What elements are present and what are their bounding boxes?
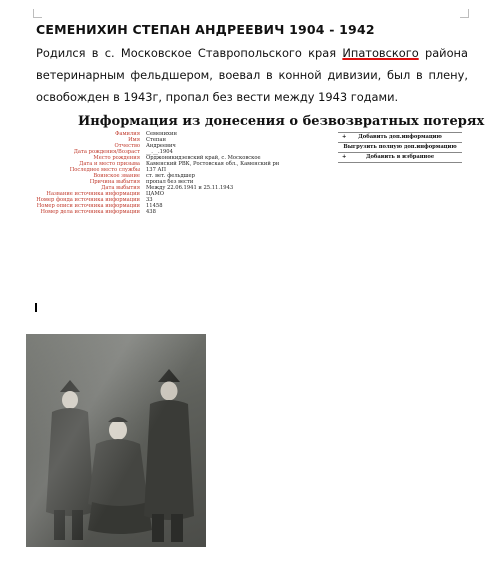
row-label: Название источника информации (46, 191, 140, 197)
person-name: СЕМЕНИХИН СТЕПАН АНДРЕЕВИЧ (36, 22, 285, 37)
table-row (36, 209, 336, 215)
row-label: Причина выбытия (89, 179, 140, 185)
row-label: Дата выбытия (101, 185, 140, 191)
row-label: Фамилия (115, 131, 140, 137)
row-value: ЦАМО (146, 191, 165, 197)
person-years: 1904 - 1942 (289, 22, 375, 37)
biography-text-before: Родился в с. Московское Ставропольского края (36, 46, 343, 60)
row-value: 137 АП (146, 167, 167, 173)
report-actions-panel (338, 132, 462, 163)
action-label: Добавить в избранное (365, 154, 435, 160)
row-value: 33 (146, 197, 153, 203)
row-value: Андреевич (146, 143, 176, 149)
photo-glare (26, 334, 206, 547)
row-label: Дата рождения/Возраст (73, 149, 140, 155)
row-label: Номер описи источника информации (36, 203, 140, 209)
row-label: Последнее место службы (69, 167, 140, 173)
person-heading (36, 22, 375, 37)
row-value: ст. вет. фельдшер (146, 173, 195, 179)
report-title: Информация из донесения о безвозвратных потерях (78, 114, 485, 129)
row-value: 438 (146, 209, 156, 215)
row-label: Имя (128, 137, 140, 143)
soldiers-photo (26, 334, 206, 547)
report-info-table (36, 131, 336, 215)
action-label: Добавить доп.информацию (358, 134, 442, 140)
add-extra-info-link[interactable] (338, 133, 462, 143)
row-value: Каменский РВК, Ростовская обл., Каменский рн (146, 161, 280, 167)
row-value: Семенихин (146, 131, 177, 137)
biography-text-after: района ветеринарным фельдшером, воевал в конной дивизии, был в плену, освобожден в 1943г, пропал без вести между 1943 годами. (36, 46, 468, 104)
row-value: __.__.1904 (146, 149, 173, 155)
export-extra-info-link[interactable] (338, 143, 462, 153)
row-label: Воинское звание (93, 173, 140, 179)
page-corner-mark-right (460, 9, 469, 18)
row-label: Отчество (114, 143, 140, 149)
plus-icon: + (342, 154, 347, 160)
row-value: пропал без вести (146, 179, 194, 185)
spellcheck-underlined-word[interactable]: Ипатовского (342, 46, 419, 60)
row-value: Между 22.06.1941 и 25.11.1943 (146, 185, 234, 191)
page-corner-mark-left (33, 9, 42, 18)
plus-icon: + (342, 134, 347, 140)
row-value: Степан (146, 137, 166, 143)
biography-paragraph (36, 42, 468, 108)
row-value: Орджоникидзевский край, с. Московское (146, 155, 261, 161)
add-to-favorites-link[interactable] (338, 153, 462, 163)
row-label: Место рождения (93, 155, 140, 161)
row-value: 11458 (146, 203, 163, 209)
row-label: Дата и место призыва (79, 161, 140, 167)
text-cursor (35, 303, 37, 312)
row-label: Номер фонда источника информации (36, 197, 140, 203)
action-label: Выгрузить полную доп.информацию (343, 144, 457, 150)
row-label: Номер дела источника информации (40, 209, 140, 215)
